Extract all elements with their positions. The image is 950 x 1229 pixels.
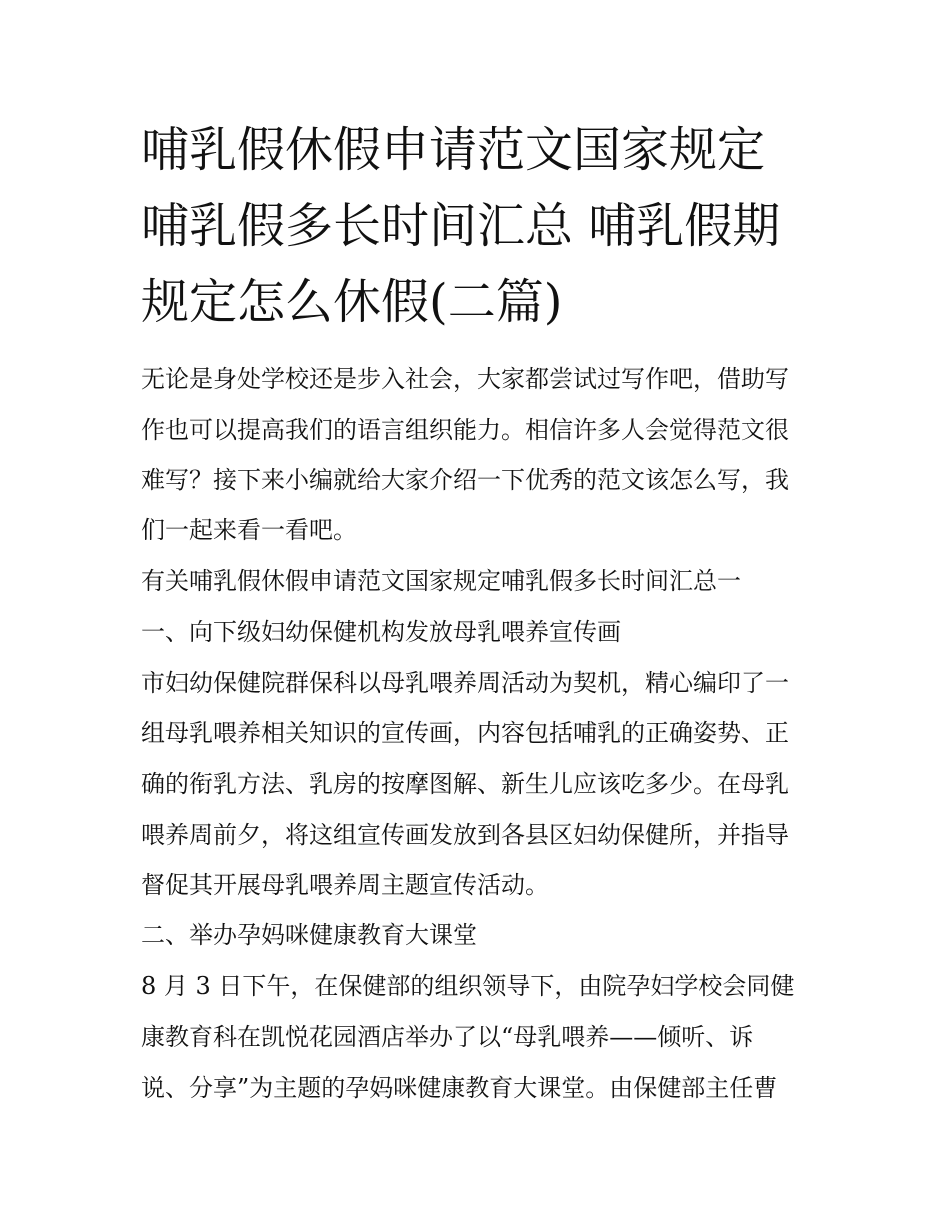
body-paragraph-line: 8 月 3 日下午，在保健部的组织领导下，由院孕妇学校会同健 (141, 972, 795, 1000)
body-paragraph-line: 确的衔乳方法、乳房的按摩图解、新生儿应该吃多少。在母乳 (141, 770, 789, 798)
subsection-heading: 二、举办孕妈咪健康教育大课堂 (141, 921, 477, 949)
intro-paragraph-line: 们一起来看一看吧。 (141, 516, 357, 544)
body-paragraph-line: 说、分享”为主题的孕妈咪健康教育大课堂。由保健部主任曹 (141, 1074, 778, 1102)
body-paragraph-line: 督促其开展母乳喂养周主题宣传活动。 (141, 871, 549, 899)
intro-paragraph-line: 难写？接下来小编就给大家介绍一下优秀的范文该怎么写，我 (141, 466, 789, 494)
body-paragraph-line: 喂养周前夕，将这组宣传画发放到各县区妇幼保健所，并指导 (141, 821, 789, 849)
title-line: 哺乳假休假申请范文国家规定 (141, 122, 766, 178)
body-paragraph-line: 市妇幼保健院群保科以母乳喂养周活动为契机，精心编印了一 (141, 669, 789, 697)
intro-paragraph-line: 作也可以提高我们的语言组织能力。相信许多人会觉得范文很 (141, 416, 789, 444)
body-paragraph-line: 组母乳喂养相关知识的宣传画，内容包括哺乳的正确姿势、正 (141, 719, 789, 747)
section-heading: 有关哺乳假休假申请范文国家规定哺乳假多长时间汇总一 (141, 567, 741, 595)
document-title (141, 112, 821, 340)
body-paragraph-line: 康教育科在凯悦花园酒店举办了以“母乳喂养——倾听、诉 (141, 1023, 754, 1051)
subsection-heading: 一、向下级妇幼保健机构发放母乳喂养宣传画 (141, 618, 621, 646)
title-line: 哺乳假多长时间汇总 哺乳假期 (141, 198, 781, 254)
intro-paragraph-line: 无论是身处学校还是步入社会，大家都尝试过写作吧，借助写 (141, 365, 789, 393)
title-line: 规定怎么休假(二篇) (141, 274, 563, 330)
